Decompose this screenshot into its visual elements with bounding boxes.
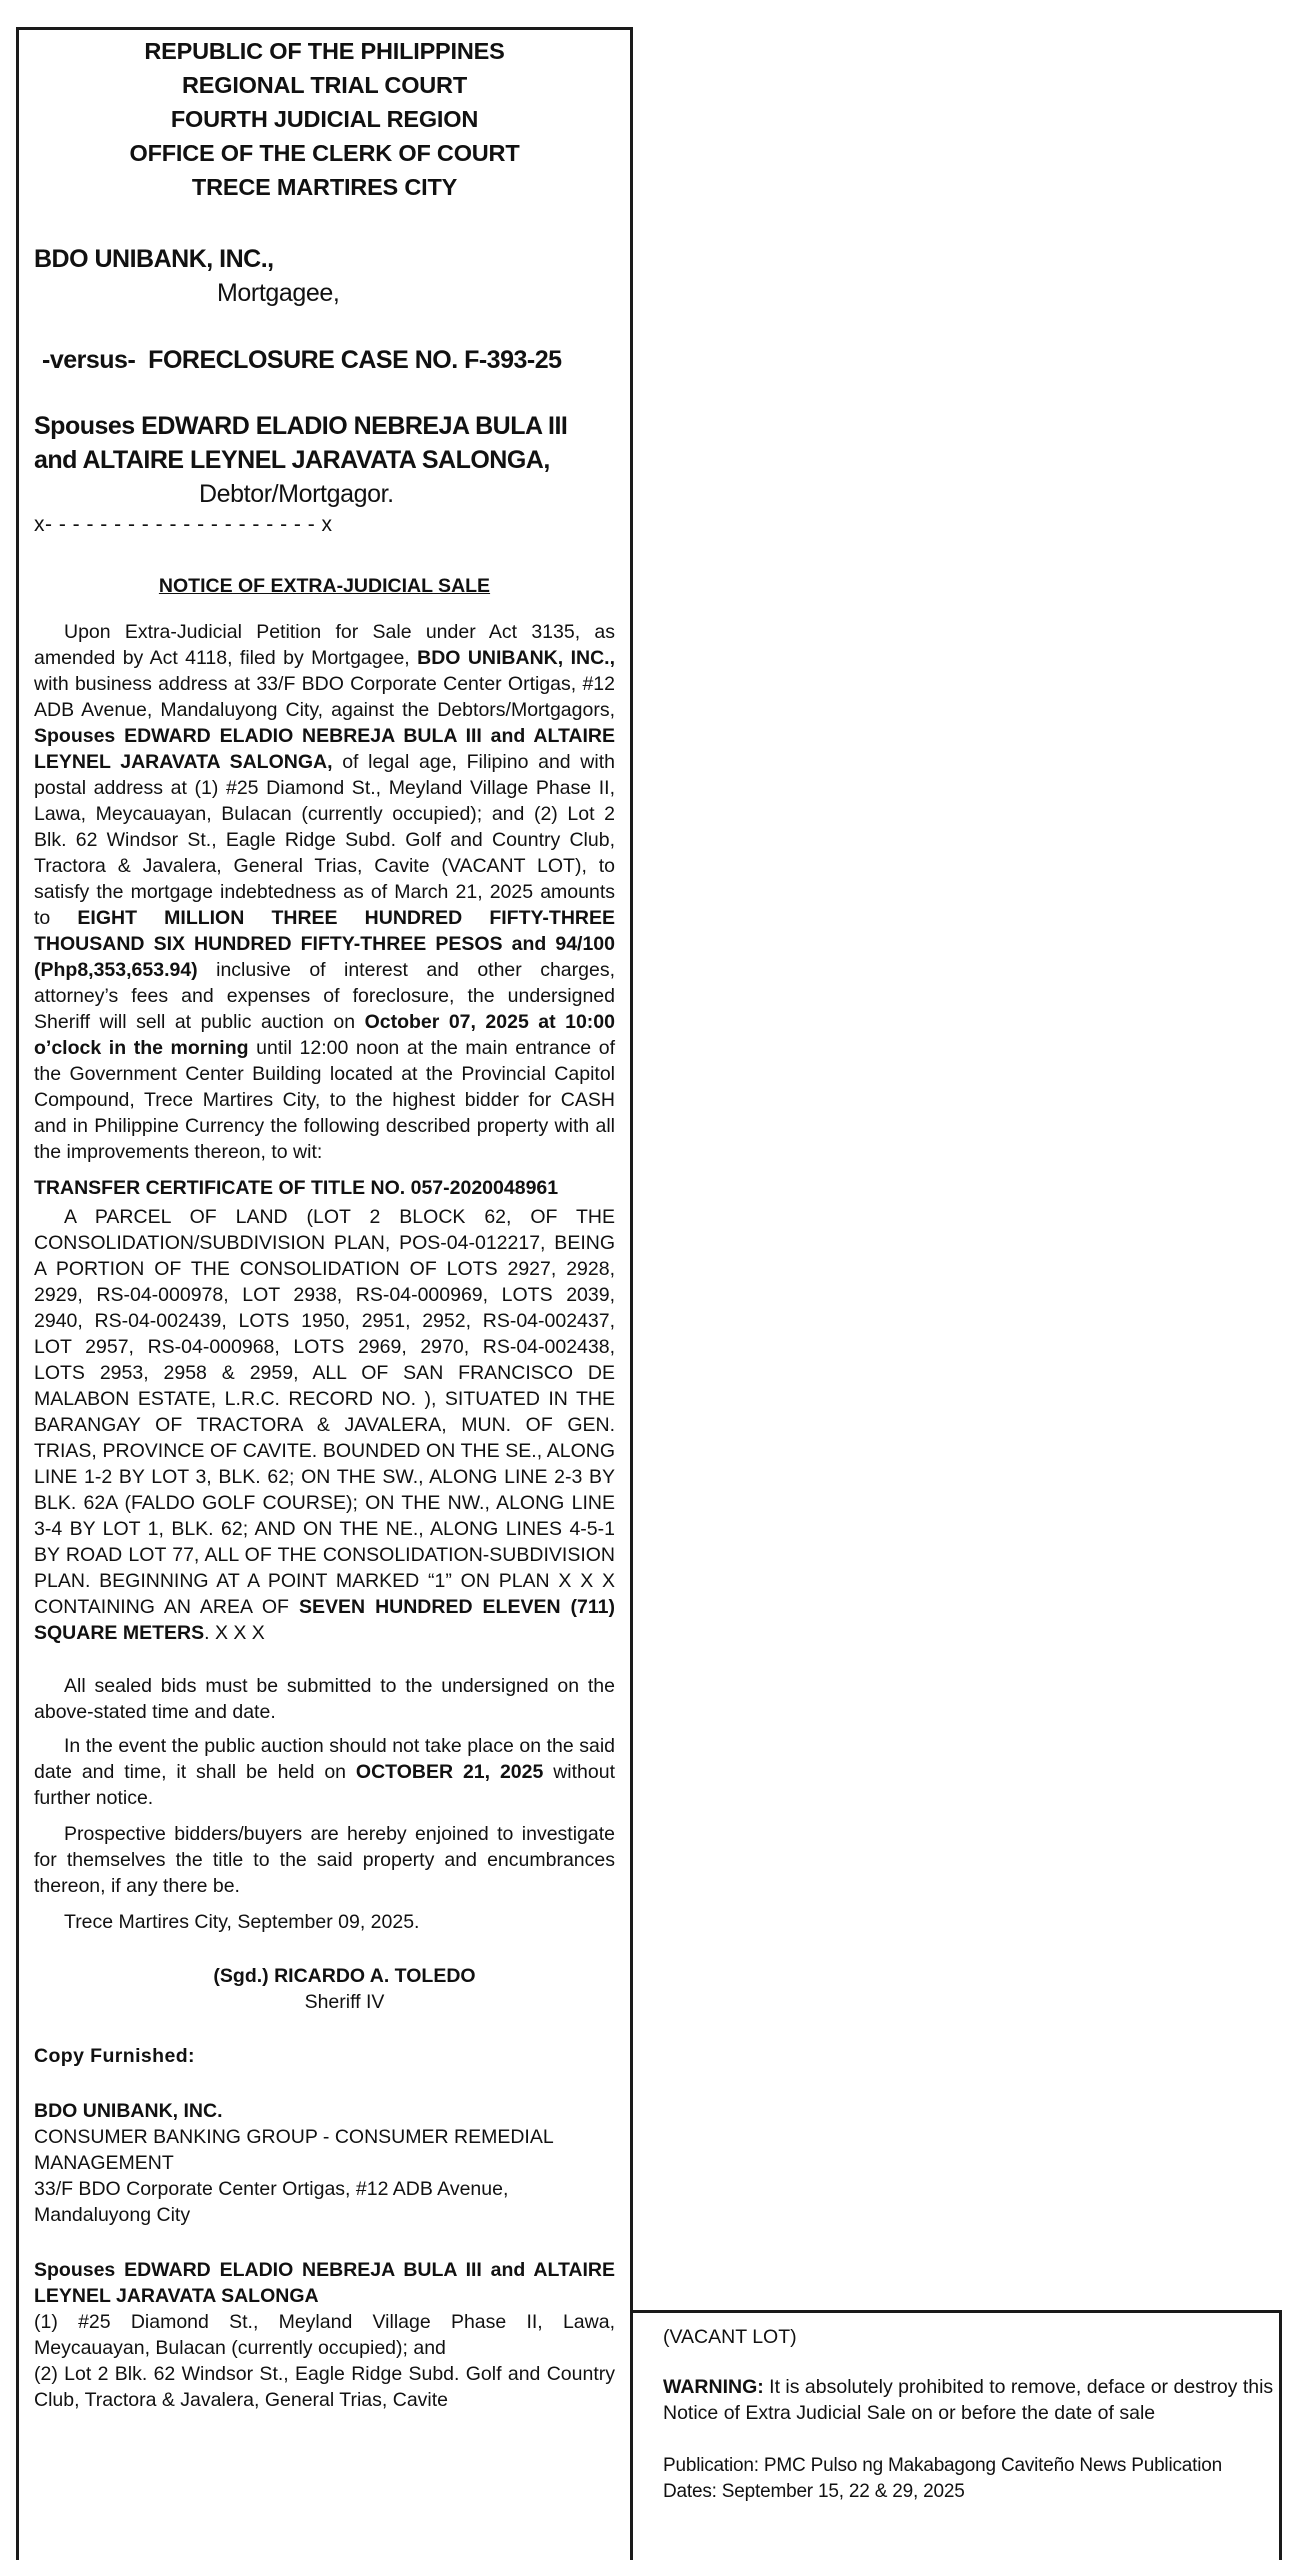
caption-separator: x- - - - - - - - - - - - - - - - - - - - x	[34, 513, 333, 536]
copy-spouses-address-2: (2) Lot 2 Blk. 62 Windsor St., Eagle Ridge Subd. Golf and Country Club, Tractora & Javalera, General Trias, Cavite	[34, 2363, 615, 2411]
warning-notice	[663, 2374, 1275, 2426]
property-description	[34, 1204, 615, 1646]
p1-debtors: Spouses EDWARD ELADIO NEBREJA BULA III and ALTAIRE LEYNEL JARAVATA SALONGA,	[34, 725, 615, 773]
event-text-c: without further notice.	[34, 1761, 615, 1809]
continuation-box	[633, 2310, 1282, 2560]
p1-text-e: of legal age, Filipino and with postal address at (1) #25 Diamond St., Meyland Village Phase II, Lawa, Meycauayan, Bulacan (currently occupied); and (2) Lot 2 Blk. 62 Windsor St., Eagle Ridge Subd. Golf and Country Club, Tractora & Javalera, General Trias, Cavite (VACANT LOT), to satisfy the mortgage indebtedness as of March 21, 2025 amounts to	[34, 751, 615, 929]
versus-line	[34, 343, 615, 377]
court-line-city: TRECE MARTIRES CITY	[191, 174, 458, 200]
copy-furnished-heading: Copy Furnished:	[34, 2045, 195, 2067]
warning-label: WARNING:	[663, 2376, 764, 2398]
warning-text: It is absolutely prohibited to remove, deface or destroy this Notice of Extra Judicial Sale on or before the date of sale	[663, 2376, 1274, 2424]
copy-spouses-name: Spouses EDWARD ELADIO NEBREJA BULA III and ALTAIRE LEYNEL JARAVATA SALONGA	[34, 2259, 615, 2307]
debtors-role: Debtor/Mortgagor.	[199, 480, 394, 508]
publication-line-2: Dates: September 15, 22 & 29, 2025	[663, 2481, 965, 2502]
event-date: OCTOBER 21, 2025	[355, 1761, 544, 1783]
copy-spouses-address-1: (1) #25 Diamond St., Meyland Village Phase II, Lawa, Meycauayan, Bulacan (currently occupied); and	[34, 2311, 615, 2359]
sheriff-title: Sheriff IV	[304, 1991, 385, 2013]
notice-paragraph-1	[34, 619, 615, 1165]
p1-auction-date: October 07, 2025 at 10:00 o’clock in the morning	[34, 1011, 615, 1059]
event-paragraph	[34, 1733, 615, 1811]
case-number: FORECLOSURE CASE NO. F-393-25	[148, 346, 562, 374]
copy-bank-dept: CONSUMER BANKING GROUP - CONSUMER REMEDIAL MANAGEMENT	[34, 2126, 553, 2174]
p1-text-c: with business address at 33/F BDO Corporate Center Ortigas, #12 ADB Avenue, Mandaluyong City, against the Debtors/Mortgagors,	[34, 673, 615, 721]
signature-block	[34, 1963, 615, 2015]
desc-text-c: . X X X	[204, 1622, 265, 1644]
desc-text-a: A PARCEL OF LAND (LOT 2 BLOCK 62, OF THE CONSOLIDATION/SUBDIVISION PLAN, POS-04-012217, BEING A PORTION OF THE CONSOLIDATION OF LOTS 2927, 2928, 2929, RS-04-000978, LOT 2938, RS-04-000969, LOTS 2039, 2940, RS-04-002439, LOTS 1950, 2951, 2952, RS-04-002437, LOT 2957, RS-04-000968, LOTS 2969, 2970, RS-04-002438, LOTS 2953, 2958 & 2959, ALL OF SAN FRANCISCO DE MALABON ESTATE, L.R.C. RECORD NO. ), SITUATED IN THE BARANGAY OF TRACTORA & JAVALERA, MUN. OF GEN. TRIAS, PROVINCE OF CAVITE. BOUNDED ON THE SE., ALONG LINE 1-2 BY LOT 3, BLK. 62; ON THE SW., ALONG LINE 2-3 BY BLK. 62A (FALDO GOLF COURSE); ON THE NW., ALONG LINE 3-4 BY LOT 1, BLK. 62; AND ON THE NE., ALONG LINES 4-5-1 BY ROAD LOT 77, ALL OF THE CONSOLIDATION-SUBDIVISION PLAN. BEGINNING AT A POINT MARKED “1” ON PLAN X X X CONTAINING AN AREA OF	[34, 1206, 615, 1618]
versus-label: -versus-	[42, 346, 136, 374]
case-caption	[34, 242, 615, 310]
place-date: Trece Martires City, September 09, 2025.	[64, 1911, 420, 1933]
copy-bank-block	[34, 2098, 615, 2228]
p1-mortgagee: BDO UNIBANK, INC.,	[417, 647, 615, 669]
prospective-paragraph: Prospective bidders/buyers are hereby enjoined to investigate for themselves the title to the said property and encumbrances thereon, if any there be.	[34, 1823, 615, 1897]
desc-area: SEVEN HUNDRED ELEVEN (711) SQUARE METERS	[34, 1596, 616, 1644]
copy-spouses-block	[34, 2257, 615, 2413]
sheriff-name: (Sgd.) RICARDO A. TOLEDO	[213, 1965, 476, 1987]
tct-number: TRANSFER CERTIFICATE OF TITLE NO. 057-2020048961	[34, 1177, 559, 1199]
court-line-office: OFFICE OF THE CLERK OF COURT	[129, 140, 520, 166]
court-line-region: FOURTH JUDICIAL REGION	[170, 106, 479, 132]
debtors-block	[34, 409, 615, 539]
p1-text-a: Upon Extra-Judicial Petition for Sale under Act 3135, as amended by Act 4118, filed by Mortgagee,	[34, 621, 615, 669]
notice-main-column	[16, 27, 633, 2560]
mortgagee-name: BDO UNIBANK, INC.,	[34, 245, 274, 273]
debtors-line-2: and ALTAIRE LEYNEL JARAVATA SALONGA,	[34, 446, 550, 474]
p1-text-i: until 12:00 noon at the main entrance of the Government Center Building located at the Provincial Capitol Compound, Trece Martires City, to the highest bidder for CASH and in Philippine Currency the following described property with all the improvements thereon, to wit:	[34, 1037, 615, 1163]
bids-paragraph: All sealed bids must be submitted to the undersigned on the above-stated time and date.	[34, 1675, 615, 1723]
p1-amount: EIGHT MILLION THREE HUNDRED FIFTY-THREE THOUSAND SIX HUNDRED FIFTY-THREE PESOS and 94/100 (Php8,353,653.94)	[34, 907, 615, 981]
copy-bank-address: 33/F BDO Corporate Center Ortigas, #12 ADB Avenue, Mandaluyong City	[34, 2178, 509, 2226]
court-line-republic: REPUBLIC OF THE PHILIPPINES	[144, 38, 505, 64]
event-text-a: In the event the public auction should not take place on the said date and time, it shall be held on	[34, 1735, 615, 1783]
debtors-line-1: Spouses EDWARD ELADIO NEBREJA BULA III	[34, 412, 568, 440]
copy-bank-name: BDO UNIBANK, INC.	[34, 2100, 223, 2122]
court-line-rtc: REGIONAL TRIAL COURT	[182, 72, 467, 98]
mortgagee-role: Mortgagee,	[217, 279, 340, 307]
p1-text-g: inclusive of interest and other charges, attorney’s fees and expenses of foreclosure, the undersigned Sheriff will sell at public auction on	[34, 959, 615, 1033]
copy-spouses-address-2-continued: (VACANT LOT)	[663, 2326, 797, 2348]
court-header	[34, 34, 615, 204]
notice-title: NOTICE OF EXTRA-JUDICIAL SALE	[158, 575, 491, 597]
publication-info	[663, 2453, 1275, 2505]
publication-line-1: Publication: PMC Pulso ng Makabagong Caviteño News Publication	[663, 2455, 1222, 2476]
